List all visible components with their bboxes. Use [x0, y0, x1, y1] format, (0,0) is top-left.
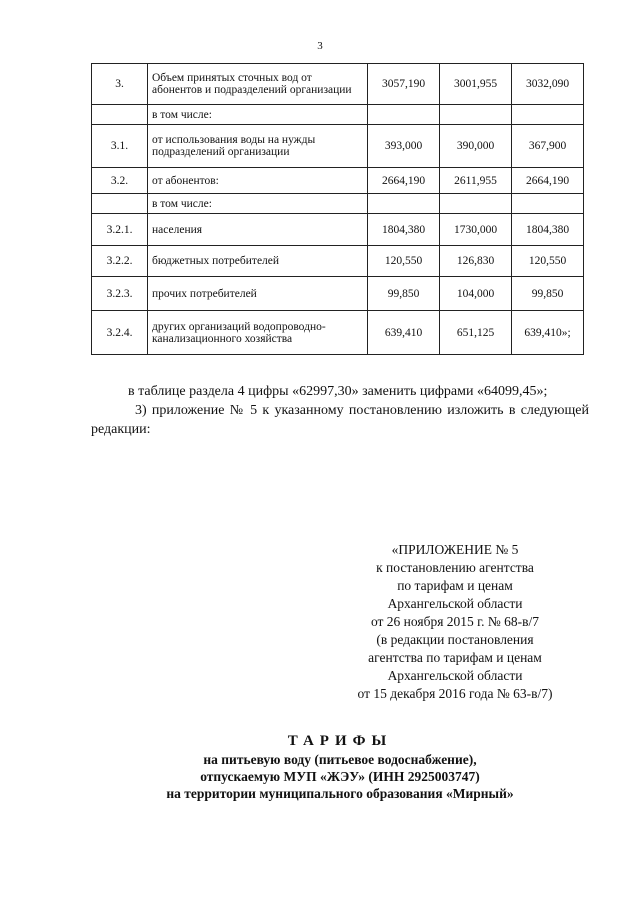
appendix-line: к постановлению агентства — [376, 560, 534, 575]
appendix-line: «ПРИЛОЖЕНИЕ № 5 — [391, 542, 519, 557]
appendix-line: Архангельской области — [387, 668, 523, 683]
value-cell: 639,410»; — [512, 311, 584, 355]
value-cell: 3001,955 — [440, 64, 512, 105]
tariffs-subtitle-line: отпускаемую МУП «ЖЭУ» (ИНН 2925003747) — [200, 769, 480, 784]
appendix-line: (в редакции постановления — [376, 632, 534, 647]
tariffs-subtitle-line: на питьевую воду (питьевое водоснабжение), — [203, 752, 477, 767]
row-name: от абонентов: — [148, 168, 368, 194]
appendix-line: от 15 декабря 2016 года № 63-в/7) — [357, 686, 553, 701]
tariffs-title: ТАРИФЫ — [287, 733, 393, 749]
table-row — [92, 105, 584, 125]
row-name: прочих потребителей — [148, 277, 368, 311]
row-name: бюджетных потребителей — [148, 246, 368, 277]
table-row — [92, 277, 584, 311]
row-number: 3.2.4. — [92, 311, 148, 355]
value-cell — [512, 194, 584, 214]
row-number — [92, 194, 148, 214]
value-cell: 651,125 — [440, 311, 512, 355]
value-cell: 126,830 — [440, 246, 512, 277]
table-row — [92, 246, 584, 277]
table-row — [92, 64, 584, 105]
value-cell: 367,900 — [512, 125, 584, 168]
paragraph-section-4-replacement: в таблице раздела 4 цифры «62997,30» заменить цифрами «64099,45»; — [128, 384, 548, 399]
value-cell: 120,550 — [368, 246, 440, 277]
row-number: 3.2. — [92, 168, 148, 194]
row-name: других организаций водопроводно-канализационного хозяйства — [148, 311, 368, 355]
table-row — [92, 194, 584, 214]
row-number: 3.2.2. — [92, 246, 148, 277]
value-cell: 3057,190 — [368, 64, 440, 105]
paragraph-appendix-5-statement: 3) приложение № 5 к указанному постановлению изложить в следующей редакции: — [91, 403, 589, 437]
value-cell — [440, 194, 512, 214]
row-name: Объем принятых сточных вод от абонентов и подразделений организации — [148, 64, 368, 105]
row-name: от использования воды на нужды подразделений организации — [148, 125, 368, 168]
row-number: 3.2.1. — [92, 214, 148, 246]
appendix-line: по тарифам и ценам — [397, 578, 513, 593]
value-cell: 104,000 — [440, 277, 512, 311]
page-number: 3 — [317, 40, 323, 52]
value-cell: 99,850 — [512, 277, 584, 311]
row-name: населения — [148, 214, 368, 246]
value-cell: 639,410 — [368, 311, 440, 355]
appendix-line: от 26 ноября 2015 г. № 68-в/7 — [370, 614, 540, 629]
value-cell: 99,850 — [368, 277, 440, 311]
table-row — [92, 311, 584, 355]
value-cell — [368, 105, 440, 125]
value-cell: 393,000 — [368, 125, 440, 168]
water-volume-table — [91, 63, 584, 355]
appendix-line: агентства по тарифам и ценам — [368, 650, 542, 665]
value-cell: 120,550 — [512, 246, 584, 277]
tariffs-subtitle-line: на территории муниципального образования «Мирный» — [166, 786, 514, 801]
value-cell: 1804,380 — [368, 214, 440, 246]
row-number — [92, 105, 148, 125]
value-cell: 2664,190 — [512, 168, 584, 194]
tariffs-heading — [91, 731, 589, 802]
value-cell: 2611,955 — [440, 168, 512, 194]
row-number: 3.2.3. — [92, 277, 148, 311]
value-cell — [368, 194, 440, 214]
value-cell: 1804,380 — [512, 214, 584, 246]
value-cell — [512, 105, 584, 125]
table-row — [92, 125, 584, 168]
row-name: в том числе: — [148, 105, 368, 125]
value-cell: 3032,090 — [512, 64, 584, 105]
value-cell: 1730,000 — [440, 214, 512, 246]
value-cell: 2664,190 — [368, 168, 440, 194]
row-number: 3.1. — [92, 125, 148, 168]
appendix-line: Архангельской области — [387, 596, 523, 611]
row-name: в том числе: — [148, 194, 368, 214]
value-cell: 390,000 — [440, 125, 512, 168]
table-row — [92, 168, 584, 194]
table-row — [92, 214, 584, 246]
value-cell — [440, 105, 512, 125]
row-number: 3. — [92, 64, 148, 105]
appendix-header — [330, 541, 580, 703]
